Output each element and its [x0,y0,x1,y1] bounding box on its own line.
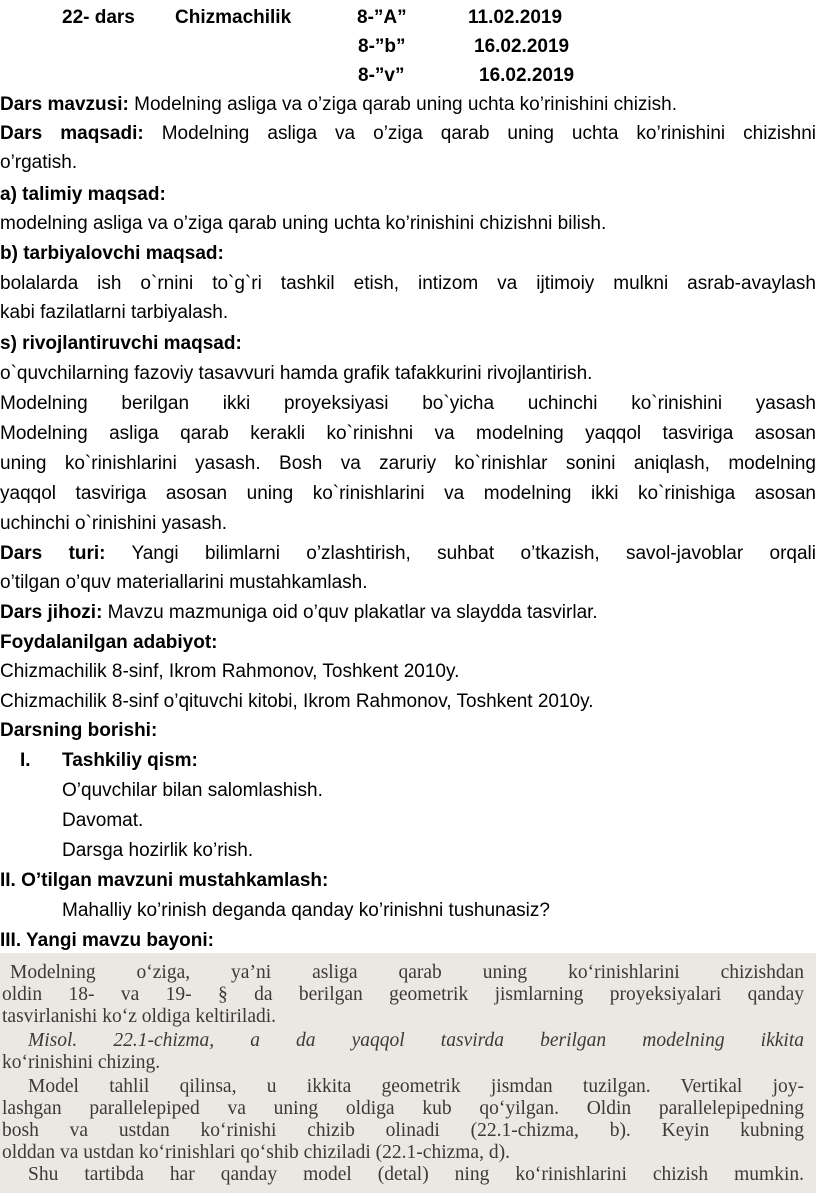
date-1: 11.02.2019 [468,7,563,28]
paragraph-line: yaqqol tasviriga asosan uning ko`rinishlarini va modelning ikki ko`rinishiga asosan [0,483,816,504]
scanned-excerpt [0,953,816,1193]
section1-item: O’quvchilar bilan salomlashish. [62,780,323,801]
section1-item: Davomat. [62,810,144,831]
type-label: Dars turi: [0,543,106,564]
topic-label: Dars mavzusi: [0,94,129,115]
edu-goal-text: modelning asliga va o’ziga qarab uning uchta ko’rinishini chizishni bilish. [0,213,607,234]
literature-item: Chizmachilik 8-sinf, Ikrom Rahmonov, Toshkent 2010y. [0,661,460,682]
paragraph-line: uchinchi o`rinishini yasash. [0,513,228,534]
upbringing-goal-text: bolalarda ish o`rnini to`g`ri tashkil etish, intizom va ijtimoiy mulkni asrab-avaylash [0,273,816,294]
paragraph-line: Modelning asliga qarab kerakli ko`rinishni va modelning yaqqol tasviriga asosan [0,423,816,444]
scan-line: bosh va ustdan ko‘rinishi chizib olinadi (22.1-chizma, b). Keyin kubning [2,1120,804,1141]
goal-text: Modelning asliga va o’ziga qarab uning uchta ko’rinishini chizishni [143,123,816,144]
section2-question: Mahalliy ko’rinish deganda qanday ko’rinishni tushunasiz? [62,900,550,921]
date-2: 16.02.2019 [474,36,570,57]
date-3: 16.02.2019 [479,65,575,86]
section1-item: Darsga hozirlik ko’rish. [62,840,254,861]
type-line-2: o’tilgan o’quv materiallarini mustahkamlash. [0,572,368,593]
topic-line [0,92,677,118]
type-text: Yangi bilimlarni o’zlashtirish, suhbat o’tkazish, savol-javoblar orqali [105,543,816,564]
equipment-line [0,600,598,626]
class-2: 8-”b” [358,36,406,57]
upbringing-goal-text-2: kabi fazilatlarni tarbiyalash. [0,302,229,323]
scan-line: Misol. 22.1-chizma, a da yaqqol tasvirda berilgan modelning ikkita [28,1030,804,1051]
literature-label: Foydalanilgan adabiyot: [0,632,218,653]
type-line [0,541,816,567]
scan-line: Shu tartibda har qanday model (detal) ning ko‘rinishlarini chizish mumkin. [28,1164,804,1185]
equipment-text: Mavzu mazmuniga oid o’quv plakatlar va slaydda tasvirlar. [102,602,598,623]
scan-line: Model tahlil qilinsa, u ikkita geometrik jismdan tuzilgan. Vertikal joy- [28,1076,804,1097]
literature-item: Chizmachilik 8-sinf o’qituvchi kitobi, Ikrom Rahmonov, Toshkent 2010y. [0,691,594,712]
upbringing-goal-label: b) tarbiyalovchi maqsad: [0,243,224,264]
paragraph-line: Modelning berilgan ikki proyeksiyasi bo`yicha uchinchi ko`rinishini yasash [0,393,816,414]
section3-title: III. Yangi mavzu bayoni: [0,930,214,951]
class-1: 8-”A” [357,7,407,28]
section1-title: Tashkiliy qism: [62,750,198,771]
topic-text: Modelning asliga va o’ziga qarab uning uchta ko’rinishini chizish. [128,94,677,115]
lesson-number: 22- dars [62,7,135,28]
goal-line-2: o’rgatish. [0,152,78,173]
section1-number: I. [20,750,31,771]
scan-line: ko‘rinishini chizing. [2,1052,161,1073]
section2-title: II. O’tilgan mavzuni mustahkamlash: [0,870,329,891]
equipment-label: Dars jihozi: [0,602,103,623]
paragraph-line: uning ko`rinishlarini yasash. Bosh va zaruriy ko`rinishlar sonini aniqlash, modelning [0,453,816,474]
goal-label: Dars maqsadi: [0,123,144,144]
scan-line: Modelning o‘ziga, ya’ni asliga qarab uning ko‘rinishlarini chizishdan [10,962,804,983]
class-3: 8-”v” [358,65,405,86]
dev-goal-label: s) rivojlantiruvchi maqsad: [0,333,242,354]
scan-line: olddan va ustdan ko‘rinishlari qo‘shib chiziladi (22.1-chizma, d). [2,1142,510,1163]
scan-line: oldin 18- va 19- § da berilgan geometrik jismlarning proyeksiyalari qanday [2,984,804,1005]
scan-line: lashgan parallelepiped va uning oldiga kub qo‘yilgan. Oldin parallelepipedning [2,1098,804,1119]
goal-line [0,121,816,147]
edu-goal-label: a) talimiy maqsad: [0,184,166,205]
scan-line: tasvirlanishi ko‘z oldiga keltiriladi. [2,1006,277,1027]
progress-label: Darsning borishi: [0,720,158,741]
dev-goal-text: o`quvchilarning fazoviy tasavvuri hamda grafik tafakkurini rivojlantirish. [0,363,593,384]
subject-name: Chizmachilik [175,7,292,28]
